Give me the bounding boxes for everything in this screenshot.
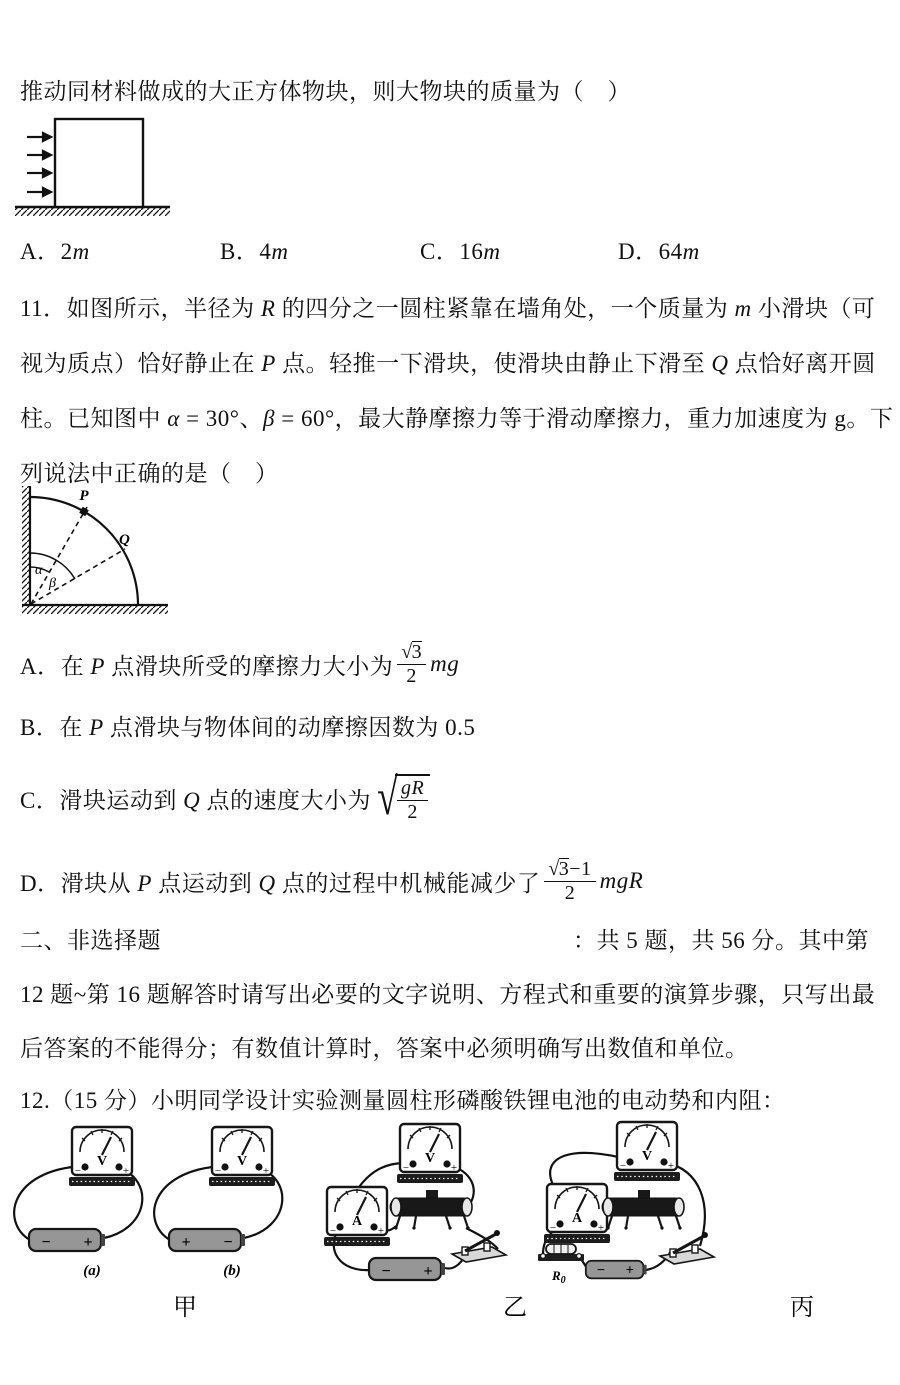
option-label: A． bbox=[20, 653, 61, 679]
q11-option-a bbox=[20, 632, 459, 696]
voltmeter-label: V bbox=[96, 1154, 108, 1169]
label-jia: 甲 bbox=[173, 1295, 197, 1321]
battery-group bbox=[586, 1261, 647, 1279]
battery-minus: − bbox=[223, 1234, 233, 1251]
section2-title: 二、非选择题 bbox=[20, 928, 161, 953]
switch bbox=[660, 1232, 714, 1264]
q12-circuits-figure bbox=[0, 1110, 900, 1385]
radius-to-q bbox=[31, 549, 125, 604]
q11-option-b bbox=[20, 707, 475, 743]
r0-label: $R_0$ bbox=[552, 1268, 566, 1286]
fraction: $\frac{√3-1}{2}$ bbox=[544, 858, 595, 904]
circuit-yi bbox=[324, 1124, 506, 1280]
battery bbox=[586, 1261, 647, 1279]
ammeter-label: A bbox=[351, 1214, 363, 1229]
wire bbox=[466, 1228, 498, 1249]
voltmeter-label: V bbox=[236, 1154, 248, 1169]
sublabel-b: (b) bbox=[223, 1263, 241, 1279]
battery-plus: + bbox=[83, 1234, 93, 1251]
option-label: B． bbox=[20, 714, 60, 740]
q11-option-c: C． 滑块运动到 Q 点的速度大小为 √ $\frac{gR}{2}$ bbox=[20, 762, 430, 834]
battery-plus: + bbox=[181, 1234, 191, 1251]
rheostat bbox=[390, 1190, 472, 1230]
q11-line-1: 11．如图所示，半径为 R 的四分之一圆柱紧靠在墙角处，一个质量为 m 小滑块（可 bbox=[20, 296, 876, 321]
battery-minus: − bbox=[41, 1234, 51, 1251]
block-square bbox=[55, 119, 143, 207]
pushed-block-figure bbox=[15, 108, 190, 223]
q10-option-c: C．16m bbox=[420, 239, 501, 264]
battery bbox=[169, 1229, 245, 1251]
fraction: $\frac{√3}{2}$ bbox=[397, 641, 426, 687]
voltmeter-label: V bbox=[641, 1149, 653, 1164]
q12-stem: 12.（15 分）小明同学设计实验测量圆柱形磷酸铁锂电池的电动势和内阻： bbox=[20, 1088, 786, 1113]
battery-minus: − bbox=[381, 1263, 391, 1280]
formula-suffix: mgR bbox=[599, 868, 644, 893]
option-text: 滑块从 P 点运动到 Q 点的过程中机械能减少了 bbox=[60, 870, 541, 896]
push-arrows bbox=[27, 133, 51, 196]
q11-option-d bbox=[20, 845, 643, 917]
battery-plus: + bbox=[625, 1262, 634, 1279]
q10-option-a: A．2m bbox=[20, 239, 90, 264]
circuit-bing bbox=[538, 1122, 714, 1286]
option-label: C． bbox=[20, 787, 60, 813]
beta-label: β bbox=[49, 576, 56, 591]
option-text: 在 P 点滑块与物体间的动摩擦因数为 0.5 bbox=[59, 714, 476, 740]
option-label: D． bbox=[20, 870, 61, 896]
circuit-jia-a bbox=[14, 1127, 142, 1279]
label-yi: 乙 bbox=[503, 1295, 527, 1321]
voltmeter-label: V bbox=[424, 1151, 436, 1166]
option-text: 滑块运动到 Q 点的速度大小为 bbox=[59, 787, 371, 813]
wall-hatch bbox=[22, 486, 30, 605]
battery-plus: + bbox=[423, 1263, 433, 1280]
ammeter-label: A bbox=[571, 1211, 583, 1226]
battery bbox=[29, 1229, 105, 1251]
formula-suffix: mg bbox=[430, 651, 460, 676]
quarter-cylinder-figure bbox=[15, 482, 195, 624]
ground-hatch bbox=[22, 605, 168, 614]
section2-para-2: 后答案的不能得分；有数值计算时，答案中必须明确写出数值和单位。 bbox=[20, 1036, 749, 1061]
label-bing: 丙 bbox=[790, 1295, 814, 1321]
block-at-p bbox=[79, 507, 89, 517]
q10-stem: 推动同材料做成的大正方体物块，则大物块的质量为（ ） bbox=[20, 79, 631, 104]
section2-para-1: 12 题~第 16 题解答时请写出必要的文字说明、方程式和重要的演算步骤，只写出最 bbox=[20, 982, 876, 1007]
ground-hatch bbox=[15, 207, 170, 216]
radicand: $\frac{gR}{2}$ bbox=[395, 774, 430, 823]
battery-minus: − bbox=[596, 1262, 606, 1279]
section2-meta: ：共 5 题，共 56 分。其中第 bbox=[573, 928, 869, 953]
radius-to-p bbox=[31, 507, 87, 604]
circuit-jia-b bbox=[154, 1127, 282, 1279]
sublabel-a: (a) bbox=[83, 1263, 101, 1279]
q10-option-d: D．64m bbox=[618, 239, 700, 264]
q11-line-4: 列说法中正确的是（ ） bbox=[20, 461, 279, 486]
q11-line-2: 视为质点）恰好静止在 P 点。轻推一下滑块，使滑块由静止下滑至 Q 点恰好离开圆 bbox=[20, 351, 876, 376]
q11-line-3: 柱。已知图中 α = 30°、β = 60°，最大静摩擦力等于滑动摩擦力，重力加速度为 g。下 bbox=[20, 406, 894, 431]
q-label: Q bbox=[119, 532, 130, 548]
p-label: P bbox=[79, 488, 89, 504]
alpha-label: α bbox=[35, 563, 43, 578]
q10-option-b: B．4m bbox=[220, 239, 289, 264]
option-text: 在 P 点滑块所受的摩擦力大小为 bbox=[60, 653, 394, 679]
battery bbox=[369, 1258, 445, 1280]
rheostat bbox=[602, 1190, 684, 1230]
